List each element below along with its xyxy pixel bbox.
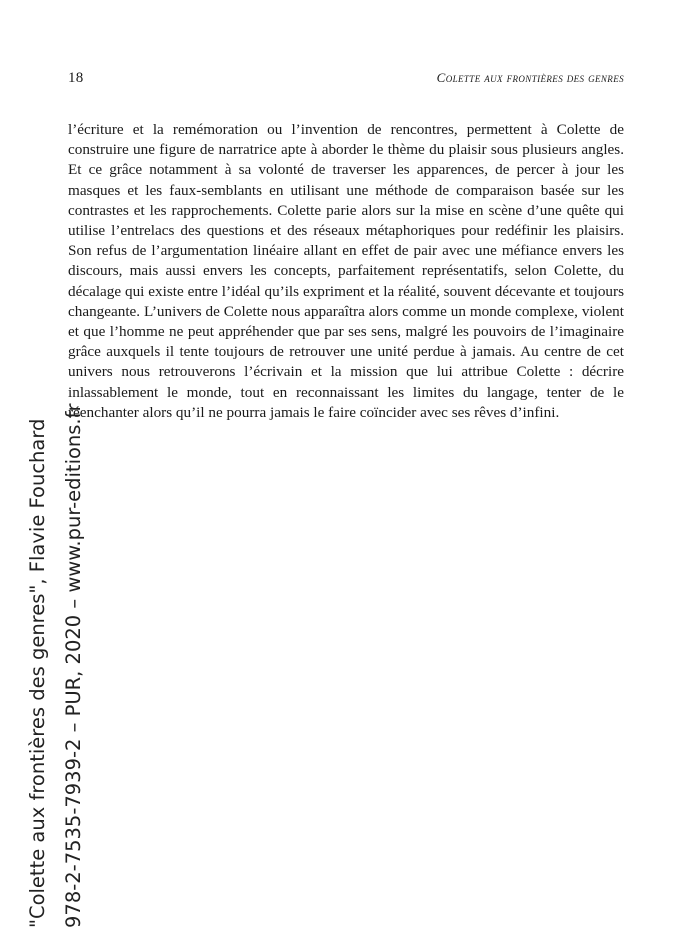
running-head: Colette aux frontières des genres [436,70,624,85]
copyright-watermark [12,403,92,928]
page-number: 18 [68,70,84,86]
body-paragraph: l’écriture et la remémoration ou l’invention de rencontres, permettent à Colette de construire une figure de narratrice apte à aborder le thème du plaisir sous plusieurs angles. Et ce grâce notamment à sa volonté de traverser les apparences, de percer à jour les masques et les faux-semblants en utilisant une méthode de comparaison basée sur les contrastes et les rapprochements. Colette parie alors sur la mise en scène d’une quête qui utilise l’entrelacs des questions et des réseaux métaphoriques pour redéfinir les plaisirs. Son refus de l’argumentation linéaire allant en effet de pair avec une méfiance envers les discours, mais aussi envers les concepts, parfaitement représentatifs, selon Colette, du décalage qui existe entre l’idéal qu’ils expriment et la réalité, souvent décevante et toujours changeante. L’univers de Colette nous apparaîtra alors comme un monde complexe, violent et que l’homme ne peut appréhender que par ses sens, malgré les pouvoirs de l’imaginaire grâce auxquels il tente toujours de retrouver une unité perdue à jamais. Au centre de cet univers nous retrouverons l’écrivain et la mission que lui attribue Colette : décrire inlassablement le monde, tout en reconnaissant les limites du langage, tenter de le réenchanter alors qu’il ne pourra jamais le faire coïncider avec ses rêves d’infini. [68,121,624,421]
watermark-title-author: "Colette aux frontières des genres", Flavie Fouchard [26,418,49,928]
watermark-isbn-publisher: 978-2-7535-7939-2 – PUR, 2020 – www.pur-editions.fr [62,403,85,928]
